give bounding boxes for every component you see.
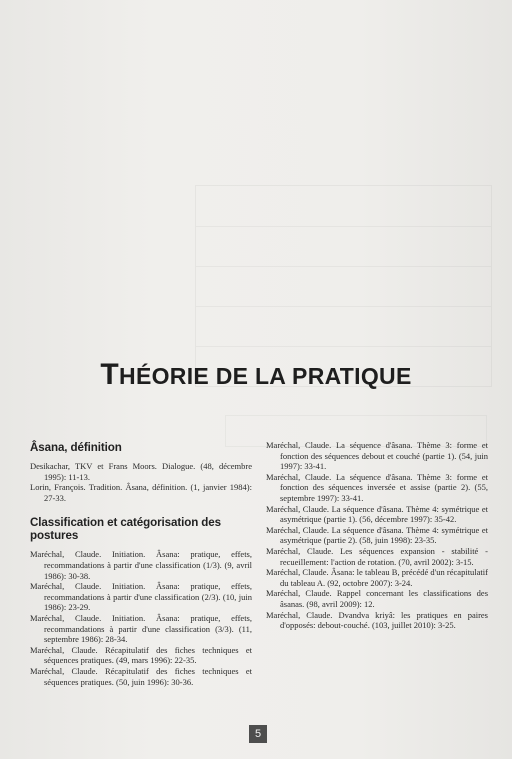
bleed-through-table <box>195 185 492 387</box>
reference-item: Maréchal, Claude. Les séquences expansion - stabilité - recueillement: l'action de rotation. (70, avril 2002): 3-15. <box>266 545 488 567</box>
reference-item: Maréchal, Claude. Rappel concernant les classifications des âsanas. (98, avril 2009): 12. <box>266 588 488 609</box>
left-column <box>30 441 252 687</box>
reference-item: Maréchal, Claude. Récapitulatif des fiches techniques et séquences pratiques. (49, mars 1996): 22-35. <box>30 644 252 666</box>
section-heading-classification: Classification et catégorisation des postures <box>30 516 221 543</box>
reference-item: Maréchal, Claude. Âsana: le tableau B, précédé d'un récapitulatif du tableau A. (92, octobre 2007): 3-24. <box>266 567 488 588</box>
reference-item: Maréchal, Claude. La séquence d'âsana. Thème 3: forme et fonction des séquences inversée et assise (partie 2). (55, septembre 1997): 33-41. <box>266 471 488 503</box>
section-heading-asana-definition: Âsana, définition <box>30 441 122 454</box>
right-column <box>266 440 488 631</box>
reference-item: Maréchal, Claude. Initiation. Âsana: pratique, effets, recommandations à partir d'une classification (1/3). (9, avril 1986): 30-38. <box>30 549 252 581</box>
reference-item: Maréchal, Claude. Récapitulatif des fiches techniques et séquences pratiques. (50, juin 1996): 30-36. <box>30 665 252 687</box>
title-initial: T <box>100 358 120 391</box>
reference-item: Maréchal, Claude. La séquence d'âsana. Thème 4: symétrique et asymétrique (partie 2). (58, juin 1998): 23-35. <box>266 524 488 546</box>
reference-item: Maréchal, Claude. Dvandva kriyâ: les pratiques en paires d'opposés: debout-couché. (103, juillet 2010): 3-25. <box>266 609 488 631</box>
page-title <box>0 358 512 392</box>
reference-item: Maréchal, Claude. La séquence d'âsana. Thème 3: forme et fonction des séquences debout et couché (partie 1). (54, juin 1997): 33-41. <box>266 440 488 472</box>
reference-item: Maréchal, Claude. Initiation. Âsana: pratique, effets, recommandations à partir d'une classification (2/3). (10, juin 1986): 23-29. <box>30 581 252 613</box>
reference-item: Desikachar, TKV et Frans Moors. Dialogue. (48, décembre 1995): 11-13. <box>30 461 252 482</box>
reference-item: Maréchal, Claude. La séquence d'âsana. Thème 4: symétrique et asymétrique (partie 1). (56, décembre 1997): 35-42. <box>266 503 488 525</box>
page-number: 5 <box>249 725 267 743</box>
reference-item: Lorin, François. Tradition. Âsana, définition. (1, janvier 1984): 27-33. <box>30 482 252 503</box>
title-rest: HÉORIE DE LA PRATIQUE <box>119 363 412 389</box>
reference-item: Maréchal, Claude. Initiation. Âsana: pratique, effets, recommandations à partir d'une classification (3/3). (11, septembre 1986): 28-34. <box>30 612 252 645</box>
